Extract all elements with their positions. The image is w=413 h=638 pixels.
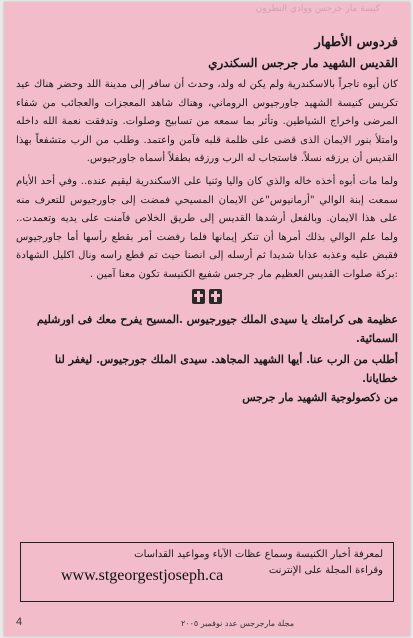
magazine-page xyxy=(4,2,410,636)
website-box xyxy=(20,542,394,602)
saint-title: القديس الشهيد مار جرجس السكندري xyxy=(208,56,398,70)
box-line-1: لمعرفة أخبار الكنيسة وسماع عظات الآباء ومواعيد القداسات xyxy=(134,549,383,560)
cross-icon xyxy=(192,289,205,304)
paragraph-2: ولما مات أبوه أخذه خاله والذي كان واليا وثنيا على الاسكندرية ليقيم عنده.. وفي أحد الأيام سمعت إبنة الوالي "أرمانيوس"عن الايمان المسيحي فمضت إلى جاورجيوس للتعرف منه على هذا الايمان. وبالفعل أرشدها القديس إلى طريق الخلاص فآمنت على يديه وتعمدت.. ولما علم الوالي بذلك أمرها أن تنكر إيمانها فلما رفضت أمر بقطع رأسها أما جاورجيوس فقبض عليه وعذبه عذابا شديدا ثم أرسله إلى انصنا حيث تم قطع راسه ونال اكليل الشهادة :بركة صلوات القديس العظيم مار جرجس شفيع الكنيسة تكون معنا آمين . xyxy=(16,175,398,280)
box-line-2: وقراءة المجلة على الإنترنت xyxy=(268,565,383,576)
crosses-decoration xyxy=(16,289,398,307)
cross-icon xyxy=(209,289,222,304)
paragraph-1: كان أبوه تاجراً بالاسكندرية ولم يكن له ولد، وحدث أن سافر إلى مدينة اللد وحضر هناك عيد تكريس كنيسة الشهيد جاورجيوس الروماني، وهناك شاهد المعجزات والعجائب من شفاء المرضى واخراج الشياطين. وتأثر بما سمعه من تسابيح وصلوات. وتدفقت نعمة الله داخله وامتلأ بنور الايمان الذى قضى على ظلمة قلبه فآمن واعتمد. وطلب من الرب متشفعاً بهذا القديس أن يرزقه نسلاً. فاستجاب له الرب ورزقه بطفلاً أسماه جاورجيوس. xyxy=(16,79,398,165)
praise-text-2: أطلب من الرب عنا. أيها الشهيد المجاهد. سيدى الملك جورجيوس. ليغفر لنا خطايانا. xyxy=(54,352,398,385)
source-attribution: من ذكصولوجية الشهيد مار جرجس xyxy=(242,390,398,404)
footer-note: مجلة مارجرجس عدد نوفمبر ٢٠٠٥ xyxy=(180,619,294,628)
source-line xyxy=(16,388,398,407)
section-title: فردوس الأطهار xyxy=(314,35,398,50)
article-content xyxy=(16,28,398,407)
page-number: 4 xyxy=(16,616,23,628)
page-footer xyxy=(16,614,398,628)
website-link[interactable]: www.stgeorgestjoseph.ca xyxy=(61,567,224,584)
faded-header: كيسة مار جرجس ووادي النطرون xyxy=(255,4,380,14)
praise-text-1: عظيمة هى كرامتك يا سيدى الملك جيورجيوس .المسيح يفرح معك فى اورشليم السمائية. xyxy=(36,312,398,345)
